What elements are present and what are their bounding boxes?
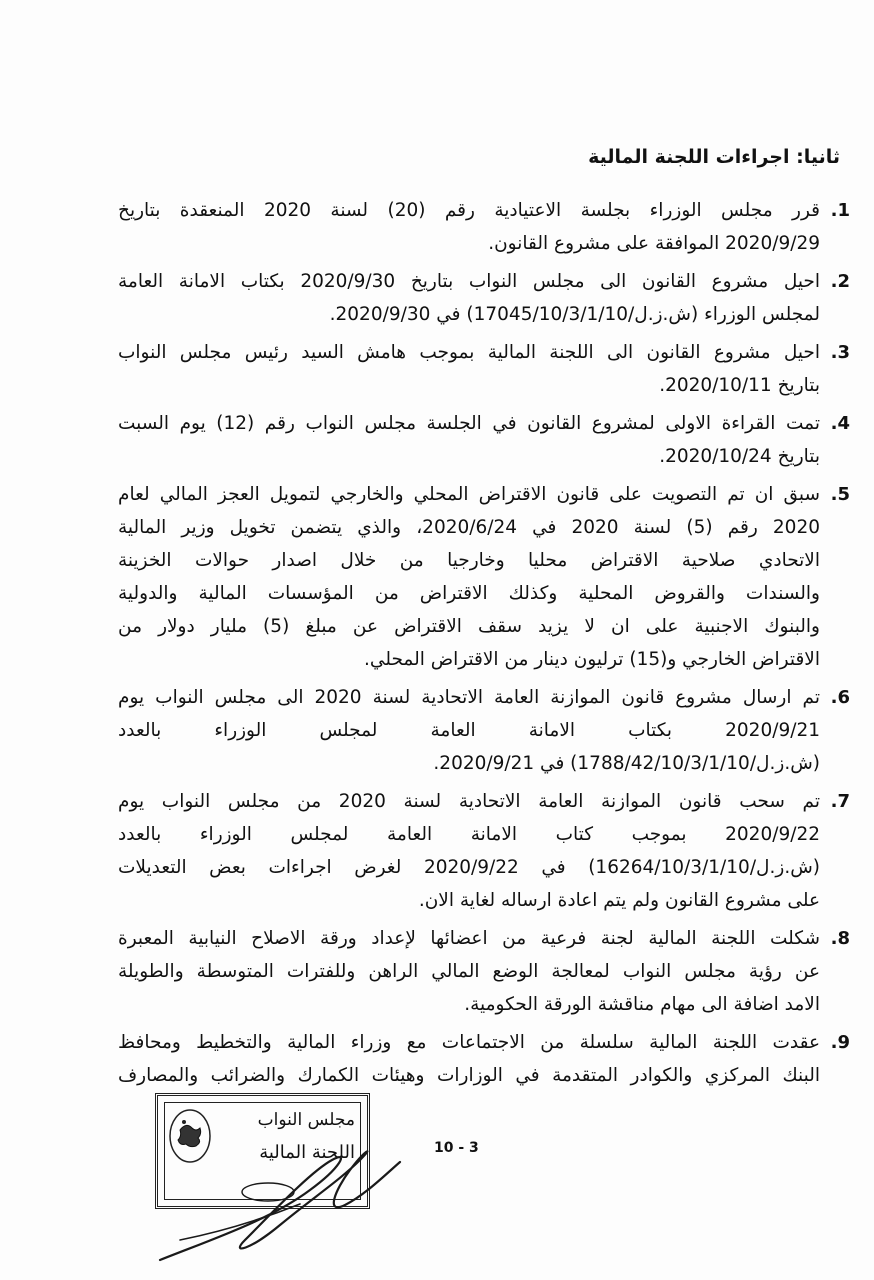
stamp-text-parliament: مجلس النواب	[257, 1110, 355, 1130]
item-text-line: والبنوك الاجنبية على ان لا يزيد سقف الاقتراض عن مبلغ (5) مليار دولار من	[118, 616, 820, 637]
stamp-text-committee: اللجنة المالية	[259, 1142, 355, 1163]
item-text-line: سبق ان تم التصويت على قانون الاقتراض المحلي والخارجي لتمويل العجز المالي لعام	[118, 484, 820, 505]
list-item	[118, 194, 850, 260]
item-text-line: 2020/9/21 بكتاب الامانة العامة لمجلس الوزراء بالعدد	[118, 720, 820, 741]
item-text-line: تمت القراءة الاولى لمشروع القانون في الجلسة مجلس النواب رقم (12) يوم السبت	[118, 413, 820, 434]
item-text-line: على مشروع القانون ولم يتم اعادة ارساله لغاية الان.	[418, 890, 820, 911]
section-heading: ثانيا: اجراءات اللجنة المالية	[588, 146, 840, 168]
item-text-line: بتاريخ 2020/10/24.	[659, 446, 820, 467]
item-text-line: 2020/9/22 بموجب كتاب الامانة العامة لمجلس الوزراء بالعدد	[118, 824, 820, 845]
item-number: .7	[830, 791, 850, 812]
item-number: .4	[830, 413, 850, 434]
item-text-line: بتاريخ 2020/10/11.	[659, 375, 820, 396]
list-item	[118, 922, 850, 1021]
item-text-line: والسندات والقروض المحلية وكذلك الاقتراض من المؤسسات المالية والدولية	[118, 583, 820, 604]
procedures-list	[118, 194, 850, 1097]
item-text-line: 2020/9/29 الموافقة على مشروع القانون.	[488, 233, 820, 254]
emblem-icon	[168, 1108, 212, 1164]
item-text-line: عقدت اللجنة المالية سلسلة من الاجتماعات مع وزراء المالية والتخطيط ومحافظ	[118, 1032, 820, 1053]
committee-stamp	[155, 1093, 370, 1209]
list-item	[118, 785, 850, 917]
item-number: .1	[830, 200, 850, 221]
item-number: .9	[830, 1032, 850, 1053]
item-text-line: شكلت اللجنة المالية لجنة فرعية من اعضائها لإعداد ورقة الاصلاح النيابية المعبرة	[118, 928, 820, 949]
item-number: .5	[830, 484, 850, 505]
item-text-line: الاقتراض الخارجي و(15) ترليون دينار من الاقتراض المحلي.	[364, 649, 820, 670]
item-number: .8	[830, 928, 850, 949]
page-number: 10 - 3	[434, 1140, 479, 1156]
item-text-line: (ش.ز.ل/16264/10/3/1/10) في 2020/9/22 لغرض اجراءات بعض التعديلات	[118, 857, 820, 878]
item-number: .3	[830, 342, 850, 363]
item-text-line: البنك المركزي والكوادر المتقدمة في الوزارات وهيئات الكمارك والضرائب والمصارف	[118, 1065, 820, 1086]
item-text-line: لمجلس الوزراء (ش.ز.ل/17045/10/3/1/10) في 2020/9/30.	[329, 304, 820, 325]
item-text-line: احيل مشروع القانون الى اللجنة المالية بموجب هامش السيد رئيس مجلس النواب	[118, 342, 820, 363]
item-number: .6	[830, 687, 850, 708]
item-text-line: احيل مشروع القانون الى مجلس النواب بتاريخ 2020/9/30 بكتاب الامانة العامة	[118, 271, 820, 292]
item-text-line: الاتحادي صلاحية الاقتراض محليا وخارجيا من خلال اصدار حوالات الخزينة	[118, 550, 820, 571]
item-text-line: الامد اضافة الى مهام مناقشة الورقة الحكومية.	[464, 994, 820, 1015]
list-item	[118, 681, 850, 780]
item-text-line: قرر مجلس الوزراء بجلسة الاعتيادية رقم (20) لسنة 2020 المنعقدة بتاريخ	[118, 200, 820, 221]
list-item	[118, 265, 850, 331]
list-item	[118, 407, 850, 473]
item-text-line: 2020 رقم (5) لسنة 2020 في 2020/6/24، والذي يتضمن تخويل وزير المالية	[118, 517, 820, 538]
item-text-line: تم ارسال مشروع قانون الموازنة العامة الاتحادية لسنة 2020 الى مجلس النواب يوم	[118, 687, 820, 708]
item-text-line: عن رؤية مجلس النواب لمعالجة الوضع المالي الراهن وللفترات المتوسطة والطويلة	[118, 961, 820, 982]
item-number: .2	[830, 271, 850, 292]
list-item	[118, 1026, 850, 1092]
item-text-line: (ش.ز.ل/1788/42/10/3/1/10) في 2020/9/21.	[433, 753, 820, 774]
item-text-line: تم سحب قانون الموازنة العامة الاتحادية لسنة 2020 من مجلس النواب يوم	[118, 791, 820, 812]
list-item	[118, 478, 850, 676]
list-item	[118, 336, 850, 402]
